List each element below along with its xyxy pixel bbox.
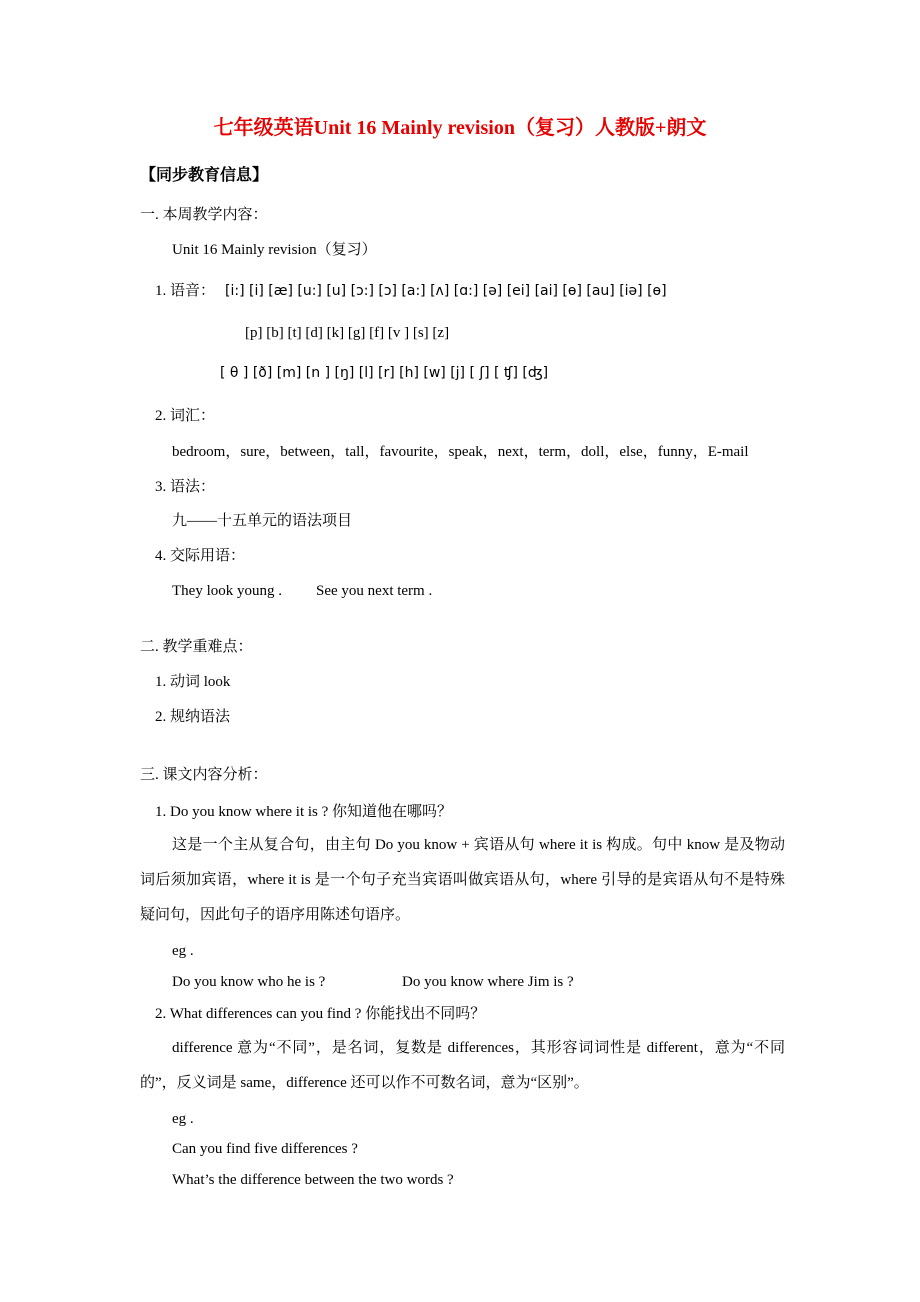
communication-phrase-2: See you next term . [316, 583, 433, 599]
phonetics-row-2: [p] [b] [t] [d] [k] [g] [f] [v ] [s] [z] [245, 325, 450, 341]
unit-line: Unit 16 Mainly revision（复习） [172, 242, 377, 258]
communication-label: 4. 交际用语： [155, 548, 246, 564]
phonetics-row-3: [ θ ] [ð] [m] [n ] [ŋ] [l] [r] [h] [w] [j] [ ʃ] [ ʧ] [ʤ] [220, 365, 549, 381]
question-2: 2. What differences can you find ? 你能找出不同吗？ [155, 1006, 486, 1022]
example-1b: Do you know where Jim is ? [402, 974, 574, 990]
section-header: 【同步教育信息】 [140, 167, 269, 184]
communication-phrase-1: They look young . [172, 583, 282, 599]
phonetics-row-1: [i:] [i] [æ] [u:] [u] [ɔ:] [ɔ] [a:] [ʌ] [ɑ:] [ə] [ei] [ai] [ɵ] [au] [iə] [ɵ] [225, 283, 667, 299]
vocabulary-words: bedroom，sure，between，tall，favourite，speak，next，term，doll，else，funny，E-mail [172, 444, 749, 460]
grammar-text: 九——十五单元的语法项目 [172, 513, 353, 529]
key-point-2: 2. 规纳语法 [155, 709, 231, 725]
phonetics-label: 1. 语音： [155, 283, 216, 299]
section-3-heading: 三. 课文内容分析： [140, 767, 268, 783]
question-1: 1. Do you know where it is ? 你知道他在哪吗？ [155, 804, 453, 820]
example-label-2: eg . [172, 1111, 194, 1127]
question-1-explanation: 这是一个主从复合句，由主句 Do you know + 宾语从句 where it is 构成。句中 know 是及物动词后须加宾语，where it is 是一个句子充当宾语叫做宾语从句，where 引导的是宾语从句不是特殊疑问句，因此句子的语序用陈述句语序。 [140, 837, 785, 923]
grammar-label: 3. 语法： [155, 479, 216, 495]
key-point-1: 1. 动词 look [155, 674, 231, 690]
vocabulary-label: 2. 词汇： [155, 408, 216, 424]
section-2-heading: 二. 教学重难点： [140, 639, 253, 655]
example-2a: Can you find five differences ? [172, 1141, 358, 1157]
example-2b: What’s the difference between the two words ? [172, 1172, 454, 1188]
section-1-heading: 一. 本周教学内容： [140, 207, 268, 223]
page-title: 七年级英语Unit 16 Mainly revision（复习）人教版+朗文 [213, 117, 707, 139]
example-1a: Do you know who he is ? [172, 974, 326, 990]
question-2-explanation: difference 意为“不同”，是名词，复数是 differences，其形容词词性是 different，意为“不同的”，反义词是 same，difference 还可以作不可数名词，意为“区别”。 [140, 1040, 785, 1091]
example-label-1: eg . [172, 943, 194, 959]
